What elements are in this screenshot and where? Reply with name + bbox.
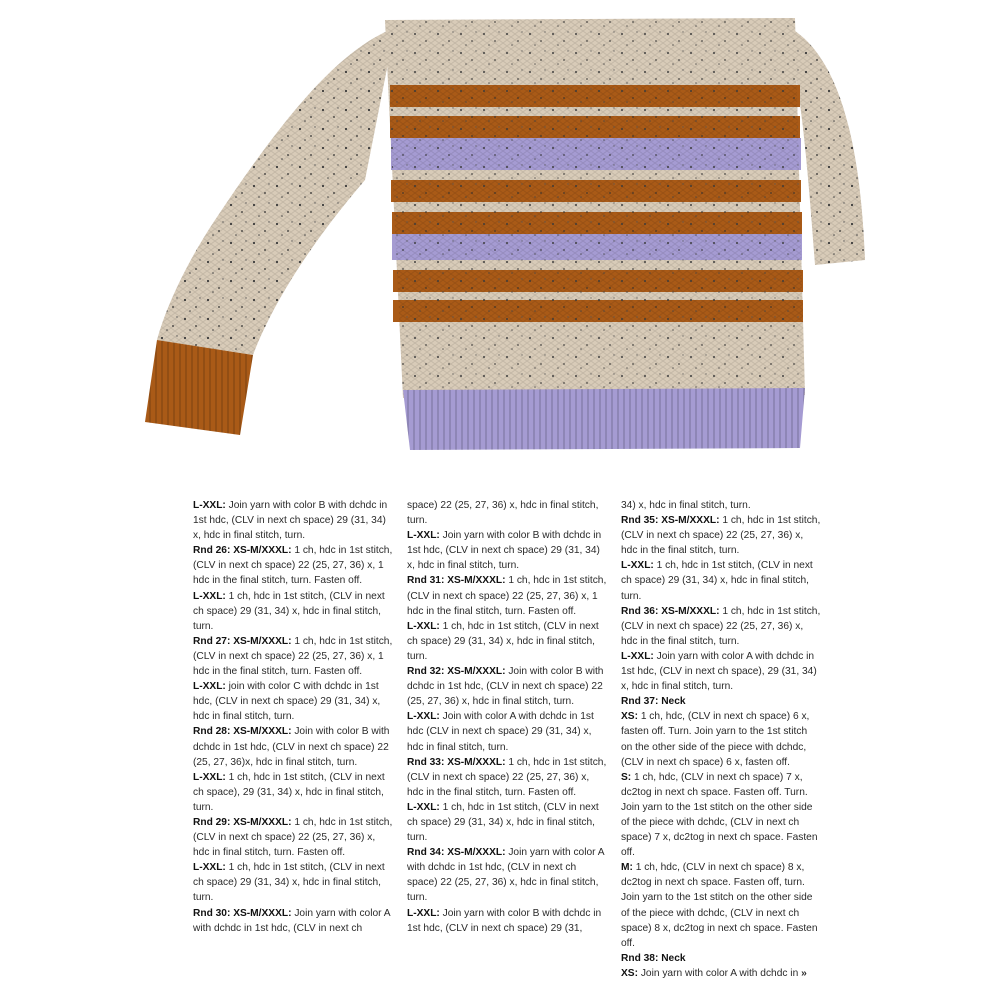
pattern-paragraph [407,845,607,905]
round-label: XS: [621,711,638,723]
instruction-text: Join yarn with color A with dchdc in 1st hdc, (CLV in next ch [193,907,391,934]
text-column-1 [193,498,393,936]
pattern-paragraph [621,709,821,769]
pattern-paragraph [407,573,607,618]
instruction-text: 1 ch, hdc in 1st stitch, (CLV in next ch space) 22 (25, 27, 36) x, hdc in the final stitch, turn. Fasten off. [407,756,607,798]
pattern-paragraph [407,528,607,573]
round-label: L-XXL: [193,590,226,602]
instruction-text: 1 ch, hdc in 1st stitch, (CLV in next ch space) 22 (25, 27, 36) x, hdc in final stitch, turn. Fasten off. [193,816,393,859]
pattern-paragraph [621,694,821,709]
round-label: M: [621,862,633,874]
pattern-paragraph [407,709,607,754]
round-label: Rnd 30: XS-M/XXXL: [193,907,292,919]
pattern-paragraph [407,498,607,528]
instruction-text: 1 ch, hdc in 1st stitch, (CLV in next ch space) 29 (31, 34) x, hdc in final stitch, turn. [193,590,385,632]
pattern-paragraph [193,679,393,724]
instruction-text: 1 ch, hdc in 1st stitch, (CLV in next ch space) 22 (25, 27, 36) x, hdc in the final stitch, turn. [621,605,821,647]
pattern-paragraph [193,906,393,936]
instruction-text: join with color C with dchdc in 1st hdc, (CLV in next ch space) 29 (31, 34) x, hdc in final stitch, turn. [193,681,381,723]
round-label: L-XXL: [621,650,654,662]
round-label: XS: [621,967,638,979]
instruction-text: Join with color A with dchdc in 1st hdc (CLV in next ch space) 29 (31, 34) x, hdc in final stitch, turn. [407,711,594,753]
instruction-text: 1 ch, hdc in 1st stitch, (CLV in next ch space) 22 (25, 27, 36) x, 1 hdc in the final stitch, turn. Fasten off. [407,575,607,617]
round-label: Rnd 32: XS-M/XXXL: [407,666,506,678]
round-label: Rnd 28: XS-M/XXXL: [193,726,292,738]
pattern-paragraph [193,724,393,769]
pattern-paragraph [193,589,393,634]
pattern-paragraph [621,649,821,694]
pattern-paragraph [193,634,393,679]
continue-arrow-icon: » [801,967,807,979]
instruction-text: 1 ch, hdc in 1st stitch, (CLV in next ch space) 29 (31, 34) x, hdc in final stitch, turn. [193,862,385,904]
pattern-paragraph [193,815,393,860]
round-label: Rnd 34: XS-M/XXXL: [407,847,506,859]
round-label: L-XXL: [193,681,226,693]
instruction-text: Join yarn with color B with dchdc in 1st hdc, (CLV in next ch space) 29 (31, [407,907,602,934]
pattern-paragraph [621,513,821,558]
round-label: L-XXL: [193,500,226,511]
instruction-text: 1 ch, hdc in 1st stitch, (CLV in next ch space) 22 (25, 27, 36) x, hdc in the final stitch, turn. [621,515,821,557]
round-label: L-XXL: [407,530,440,542]
pattern-paragraph [193,543,393,588]
pattern-paragraph [621,770,821,861]
pattern-paragraph [193,770,393,815]
pattern-paragraph [621,558,821,603]
round-label: Rnd 38: Neck [621,952,686,964]
instruction-text: Join yarn with color A with dchdc in [637,967,799,979]
instruction-text: 1 ch, hdc in 1st stitch, (CLV in next ch space) 29 (31, 34) x, hdc in final stitch, turn. [407,620,599,662]
round-label: Rnd 26: XS-M/XXXL: [193,545,292,557]
round-label: S: [621,771,632,783]
pattern-paragraph [193,860,393,905]
round-label: Rnd 35: XS-M/XXXL: [621,515,720,527]
pattern-paragraph [407,619,607,664]
round-label: L-XXL: [193,771,226,783]
instruction-text: 1 ch, hdc in 1st stitch, (CLV in next ch space) 29 (31, 34) x, hdc in final stitch, turn. [407,801,599,844]
instruction-text: 1 ch, hdc in 1st stitch, (CLV in next ch space) 29 (31, 34) x, hdc in final stitch, turn. [621,560,813,602]
pattern-paragraph [407,755,607,800]
round-label: L-XXL: [407,907,440,919]
pattern-paragraph [621,604,821,649]
pattern-paragraph [407,800,607,845]
instruction-text: Join yarn with color A with dchdc in 1st hdc, (CLV in next ch space) 22 (25, 27, 36) x, hdc in final stitch, turn. [407,847,605,904]
pattern-paragraph [621,966,821,981]
instruction-text: 1 ch, hdc, (CLV in next ch space) 6 x, fasten off. Turn. Join yarn to the 1st stitch on the other side of the piece with dchdc, (CLV in next ch space) 6 x, fasten off. [621,711,810,768]
instruction-text: 1 ch, hdc, (CLV in next ch space) 8 x, dc2tog in next ch space. Fasten off, turn. Join yarn to the 1st stitch on the other side of the piece with dchdc, (CLV in next ch space) 8 x, dc2tog in next ch space. Fasten off. [621,862,818,949]
instruction-text: Join with color B with dchdc in 1st hdc, (CLV in next ch space) 22 (25, 27, 36) x, hdc in final stitch, turn. [407,666,604,708]
round-label: Rnd 31: XS-M/XXXL: [407,575,506,587]
round-label: L-XXL: [407,711,440,723]
instruction-text: Join yarn with color A with dchdc in 1st hdc, (CLV in next ch space), 29 (31, 34) x, hdc in final stitch, turn. [621,650,817,693]
round-label: L-XXL: [407,620,440,632]
pattern-paragraph [621,860,821,951]
pattern-paragraph [193,498,393,543]
text-column-3 [621,498,821,981]
round-label: Rnd 29: XS-M/XXXL: [193,816,292,828]
pattern-paragraph [621,498,821,513]
instruction-text: 1 ch, hdc, (CLV in next ch space) 7 x, dc2tog in next ch space. Fasten off. Turn. Join yarn to the 1st stitch on the other side of the piece with dchdc, (CLV in next ch space) 7 x, dc2tog in next ch space. Fasten off. [621,771,818,859]
instruction-text: Join yarn with color B with dchdc in 1st hdc, (CLV in next ch space) 29 (31, 34) x, hdc in final stitch, turn. [193,500,388,542]
instruction-text: 1 ch, hdc in 1st stitch, (CLV in next ch space), 29 (31, 34) x, hdc in final stitch, turn. [193,771,385,813]
instruction-text: 1 ch, hdc in 1st stitch, (CLV in next ch space) 22 (25, 27, 36) x, 1 hdc in the final stitch, turn. Fasten off. [193,635,393,678]
round-label: L-XXL: [193,862,226,874]
sweater-photo [135,10,870,460]
round-label: Rnd 36: XS-M/XXXL: [621,605,720,617]
text-column-2 [407,498,607,936]
round-label: Rnd 37: Neck [621,696,686,708]
round-label: L-XXL: [621,560,654,572]
instruction-text: 1 ch, hdc in 1st stitch, (CLV in next ch space) 22 (25, 27, 36) x, 1 hdc in the final stitch, turn. Fasten off. [193,545,393,587]
pattern-paragraph [407,664,607,709]
round-label: Rnd 27: XS-M/XXXL: [193,635,292,647]
pattern-paragraph [407,906,607,936]
instruction-text: 34) x, hdc in final stitch, turn. [621,500,751,511]
pattern-paragraph [621,951,821,966]
round-label: Rnd 33: XS-M/XXXL: [407,756,506,768]
instruction-text: Join yarn with color B with dchdc in 1st hdc, (CLV in next ch space) 29 (31, 34) x, hdc in final stitch, turn. [407,530,602,572]
instruction-text: space) 22 (25, 27, 36) x, hdc in final stitch, turn. [407,500,599,527]
round-label: L-XXL: [407,801,440,813]
instruction-text: Join with color B with dchdc in 1st hdc, (CLV in next ch space) 22 (25, 27, 36)x, hdc in final stitch, turn. [193,726,390,768]
